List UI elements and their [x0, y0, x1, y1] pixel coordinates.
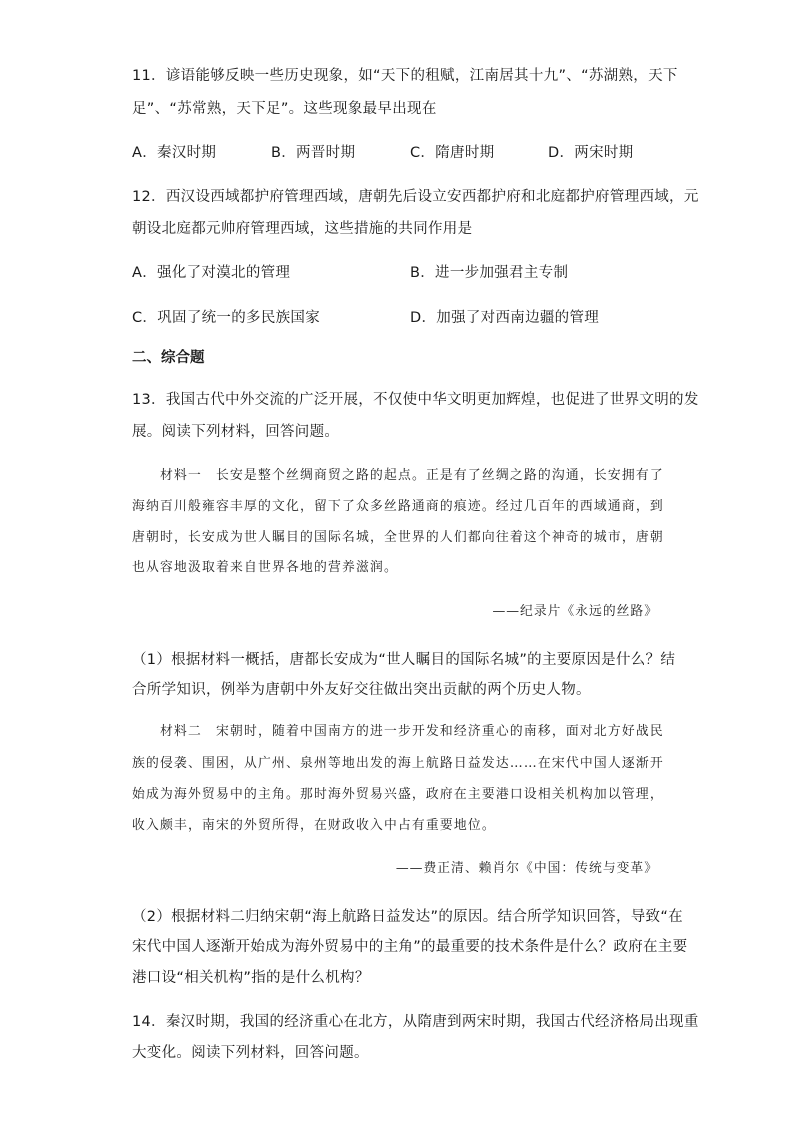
q13-stem-line1: 13．我国古代中外交流的广泛开展，不仅使中华文明更加辉煌，也促进了世界文明的发: [132, 392, 699, 408]
q11-option-b: B．两晋时期: [271, 145, 356, 161]
q11-option-c: C．隋唐时期: [410, 145, 495, 161]
q12-option-a: A．强化了对漠北的管理: [132, 265, 291, 281]
material-two-source: ——费正清、赖肖尔《中国：传统与变革》: [395, 861, 658, 876]
q11-option-d: D．两宋时期: [548, 145, 634, 161]
section-heading: 二、综合题: [132, 350, 205, 366]
q13-sub1-line1: （1）根据材料一概括，唐都长安成为“世人瞩目的国际名城”的主要原因是什么？结: [132, 652, 676, 668]
material-one-line: 也从容地汲取着来自世界各地的营养滋润。: [132, 560, 398, 575]
q14-stem-line1: 14．秦汉时期，我国的经济重心在北方，从隋唐到两宋时期，我国古代经济格局出现重: [132, 1014, 699, 1030]
material-one-source: ——纪录片《永远的丝路》: [492, 604, 658, 619]
q13-stem-line2: 展。阅读下列材料，回答问题。: [132, 424, 340, 440]
q12-stem-line1: 12．西汉设西域都护府管理西域，唐朝先后设立安西都护府和北庭都护府管理西域，元: [132, 189, 699, 205]
q13-sub2-line1: （2）根据材料二归纳宋朝“海上航路日益发达”的原因。结合所学知识回答，导致“在: [132, 909, 683, 925]
q11-stem-line2: 足”、“苏常熟，天下足”。这些现象最早出现在: [132, 101, 437, 117]
material-two-line: 材料二 宋朝时，随着中国南方的进一步开发和经济重心的南移，面对北方好战民: [160, 724, 664, 739]
q11-stem-line1: 11．谚语能够反映一些历史现象，如“天下的租赋，江南居其十九”、“苏湖熟，天下: [132, 68, 678, 84]
q11-option-a: A．秦汉时期: [132, 145, 217, 161]
q13-sub1-line2: 合所学知识，例举为唐朝中外友好交往做出突出贡献的两个历史人物。: [132, 682, 591, 698]
q12-option-b: B．进一步加强君主专制: [410, 265, 569, 281]
q12-option-c: C．巩固了统一的多民族国家: [132, 310, 321, 326]
material-one-line: 材料一 长安是整个丝绸商贸之路的起点。正是有了丝绸之路的沟通，长安拥有了: [160, 468, 664, 483]
material-one-line: 唐朝时，长安成为世人瞩目的国际名城，全世界的人们都向往着这个神奇的城市，唐朝: [132, 530, 664, 545]
material-one-line: 海纳百川般雍容丰厚的文化，留下了众多丝路通商的痕迹。经过几百年的西域通商，到: [132, 499, 664, 514]
material-two-line: 始成为海外贸易中的主角。那时海外贸易兴盛，政府在主要港口设相关机构加以管理，: [132, 787, 664, 802]
q13-sub2-line2: 宋代中国人逐渐开始成为海外贸易中的主角”的最重要的技术条件是什么？政府在主要: [132, 939, 688, 955]
q14-stem-line2: 大变化。阅读下列材料，回答问题。: [132, 1045, 369, 1061]
material-two-line: 族的侵袭、围困，从广州、泉州等地出发的海上航路日益发达……在宋代中国人逐渐开: [132, 756, 664, 771]
material-two-line: 收入颇丰，南宋的外贸所得，在财政收入中占有重要地位。: [132, 818, 496, 833]
q12-option-d: D．加强了对西南边疆的管理: [410, 310, 600, 326]
q13-sub2-line3: 港口设“相关机构”指的是什么机构？: [132, 970, 370, 986]
q12-stem-line2: 朝设北庭都元帅府管理西域，这些措施的共同作用是: [132, 221, 473, 237]
